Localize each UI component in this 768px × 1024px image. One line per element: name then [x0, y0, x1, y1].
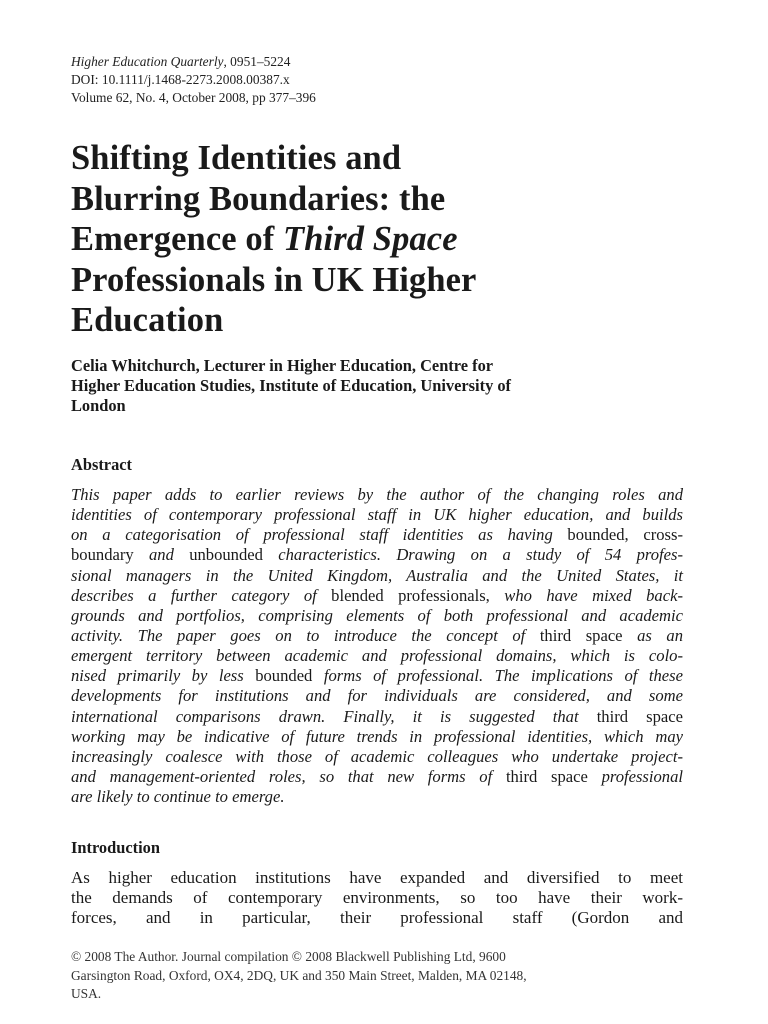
roman-text: third space — [596, 706, 683, 726]
italic-text: describes a further category of — [71, 585, 332, 605]
italic-text: international comparisons drawn. Finally, it is suggested that — [71, 706, 597, 726]
roman-text: third space — [505, 766, 602, 786]
doi: DOI: 10.1111/j.1468-2273.2008.00387.x — [71, 72, 290, 87]
italic-text: sional managers in the United Kingdom, Australia and the United States, it — [71, 565, 683, 585]
text-line — [71, 787, 683, 807]
italic-text: activity. The paper goes on to introduce the concept of — [71, 625, 540, 645]
italic-text: characteristics. Drawing on a study of 54 profes- — [278, 545, 683, 565]
italic-text: grounds and portfolios, comprising elements of both professional and academic — [71, 605, 683, 625]
title-emphasis: Third Space — [283, 220, 458, 258]
italic-text: are likely to continue to emerge. — [71, 787, 285, 807]
text-line — [71, 606, 683, 626]
volume-info: Volume 62, No. 4, October 2008, pp 377–396 — [71, 90, 316, 105]
author-line: Higher Education Studies, Institute of Education, University of — [71, 376, 512, 395]
abstract-heading: Abstract — [71, 455, 132, 474]
text-line — [71, 747, 683, 767]
text-line — [71, 686, 683, 706]
italic-text: This paper adds to earlier reviews by the author of the changing roles and — [71, 485, 683, 504]
text-line — [71, 646, 683, 666]
text-line: As higher education institutions have expanded and diversified to meet — [71, 868, 683, 887]
italic-text: professional — [601, 766, 683, 786]
italic-text: developments for institutions and for individuals are considered, and some — [71, 686, 683, 706]
text-line — [71, 727, 683, 747]
paper-title — [71, 138, 711, 341]
text-line — [71, 545, 683, 565]
text-line — [71, 707, 683, 727]
text-line — [71, 586, 683, 606]
introduction-body — [71, 868, 683, 929]
abstract-body — [71, 485, 683, 807]
copyright-line: USA. — [71, 986, 102, 1002]
italic-text: who have mixed back- — [504, 585, 683, 605]
text-line — [71, 566, 683, 586]
italic-text: working may be indicative of future trends in professional identities, which may — [71, 726, 683, 746]
text-line — [71, 485, 683, 505]
italic-text: increasingly coalesce with those of academic colleagues who undertake project- — [71, 746, 683, 766]
article-metadata — [71, 53, 316, 107]
introduction-heading: Introduction — [71, 838, 160, 857]
text-line — [71, 525, 683, 545]
title-line — [71, 219, 711, 260]
author-affiliation — [71, 356, 701, 416]
roman-text: bounded, cross- — [567, 525, 683, 545]
title-line: Professionals in UK Higher — [71, 260, 477, 299]
journal-line — [71, 53, 316, 71]
author-line: London — [71, 396, 126, 415]
title-line: Education — [71, 301, 224, 339]
italic-text: on a categorisation of professional staff identities as having — [71, 525, 568, 545]
roman-text: third space — [539, 625, 638, 645]
italic-text: identities of contemporary professional staff in UK higher education, and builds — [71, 505, 683, 525]
text-line — [71, 666, 683, 686]
italic-text: emergent territory between academic and professional domains, which is colo- — [71, 646, 683, 666]
text-line — [71, 767, 683, 787]
title-line: Blurring Boundaries: the — [71, 179, 446, 218]
text-line: forces, and in particular, their professional staff (Gordon and — [71, 908, 683, 928]
italic-text: as an — [637, 625, 684, 645]
copyright-line: Garsington Road, Oxford, OX4, 2DQ, UK and 350 Main Street, Malden, MA 02148, — [71, 967, 527, 983]
title-line: Shifting Identities and — [71, 139, 402, 177]
roman-text: blended professionals, — [331, 585, 505, 605]
journal-name: Higher Education Quarterly — [71, 54, 224, 69]
italic-text: nised primarily by less — [71, 666, 256, 686]
issn: , 0951–5224 — [223, 54, 291, 69]
copyright-line: © 2008 The Author. Journal compilation © 2008 Blackwell Publishing Ltd, 9600 — [71, 949, 506, 964]
text-line — [71, 626, 683, 646]
roman-text: boundary — [71, 545, 149, 565]
roman-text: bounded — [255, 666, 324, 686]
italic-text: forms of professional. The implications of these — [323, 666, 683, 686]
italic-text: and — [148, 545, 190, 565]
text-line: the demands of contemporary environments, so too have their work- — [71, 888, 683, 908]
roman-text: unbounded — [189, 545, 279, 565]
author-line: Celia Whitchurch, Lecturer in Higher Education, Centre for — [71, 356, 494, 375]
title-text: Emergence of — [71, 220, 284, 258]
copyright-notice — [71, 948, 691, 1004]
text-line — [71, 505, 683, 525]
italic-text: and management-oriented roles, so that new forms of — [71, 766, 506, 786]
